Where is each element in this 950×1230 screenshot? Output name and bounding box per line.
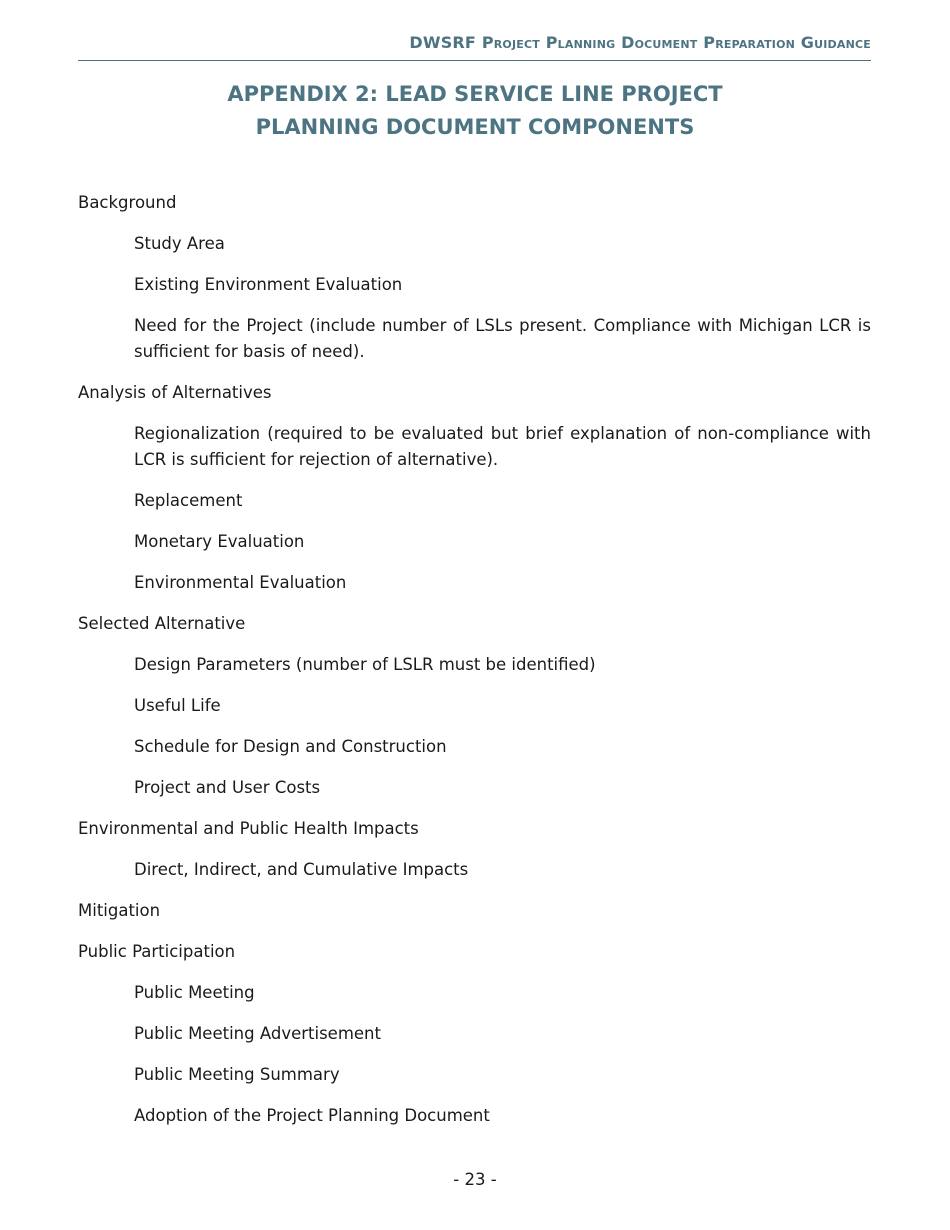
outline-item-project-user-costs: Project and User Costs [134, 778, 321, 797]
outline-item-monetary-evaluation: Monetary Evaluation [134, 532, 305, 551]
appendix-title [0, 78, 950, 144]
components-outline [78, 190, 871, 1144]
appendix-title-line-2: PLANNING DOCUMENT COMPONENTS [255, 115, 695, 139]
outline-section-selected-alternative: Selected Alternative [78, 614, 246, 633]
outline-section-environmental-health-impacts: Environmental and Public Health Impacts [78, 819, 419, 838]
outline-item-useful-life: Useful Life [134, 696, 221, 715]
outline-item-adoption: Adoption of the Project Planning Document [134, 1106, 490, 1125]
outline-item-public-meeting: Public Meeting [134, 983, 255, 1002]
page-number: - 23 - [453, 1170, 497, 1189]
outline-item-regionalization: Regionalization (required to be evaluated but brief explanation of non-compliance with LCR is sufficient for rejection of alternative). [134, 424, 871, 469]
outline-item-existing-environment: Existing Environment Evaluation [134, 275, 403, 294]
outline-item-direct-indirect-cumulative: Direct, Indirect, and Cumulative Impacts [134, 860, 469, 879]
outline-item-design-parameters: Design Parameters (number of LSLR must be identified) [134, 655, 596, 674]
outline-section-public-participation: Public Participation [78, 942, 236, 961]
outline-section-background: Background [78, 193, 177, 212]
outline-item-environmental-evaluation: Environmental Evaluation [134, 573, 347, 592]
appendix-title-line-1: APPENDIX 2: LEAD SERVICE LINE PROJECT [227, 82, 723, 106]
running-header [78, 33, 871, 61]
outline-item-study-area: Study Area [134, 234, 225, 253]
outline-item-public-meeting-advertisement: Public Meeting Advertisement [134, 1024, 381, 1043]
outline-item-public-meeting-summary: Public Meeting Summary [134, 1065, 340, 1084]
outline-section-analysis-of-alternatives: Analysis of Alternatives [78, 383, 272, 402]
running-header-title: DWSRF Project Planning Document Preparation Guidance [409, 33, 871, 52]
outline-section-mitigation: Mitigation [78, 901, 161, 920]
outline-item-schedule: Schedule for Design and Construction [134, 737, 447, 756]
outline-item-need-for-project: Need for the Project (include number of LSLs present. Compliance with Michigan LCR is sufficient for basis of need). [134, 316, 871, 361]
outline-item-replacement: Replacement [134, 491, 243, 510]
